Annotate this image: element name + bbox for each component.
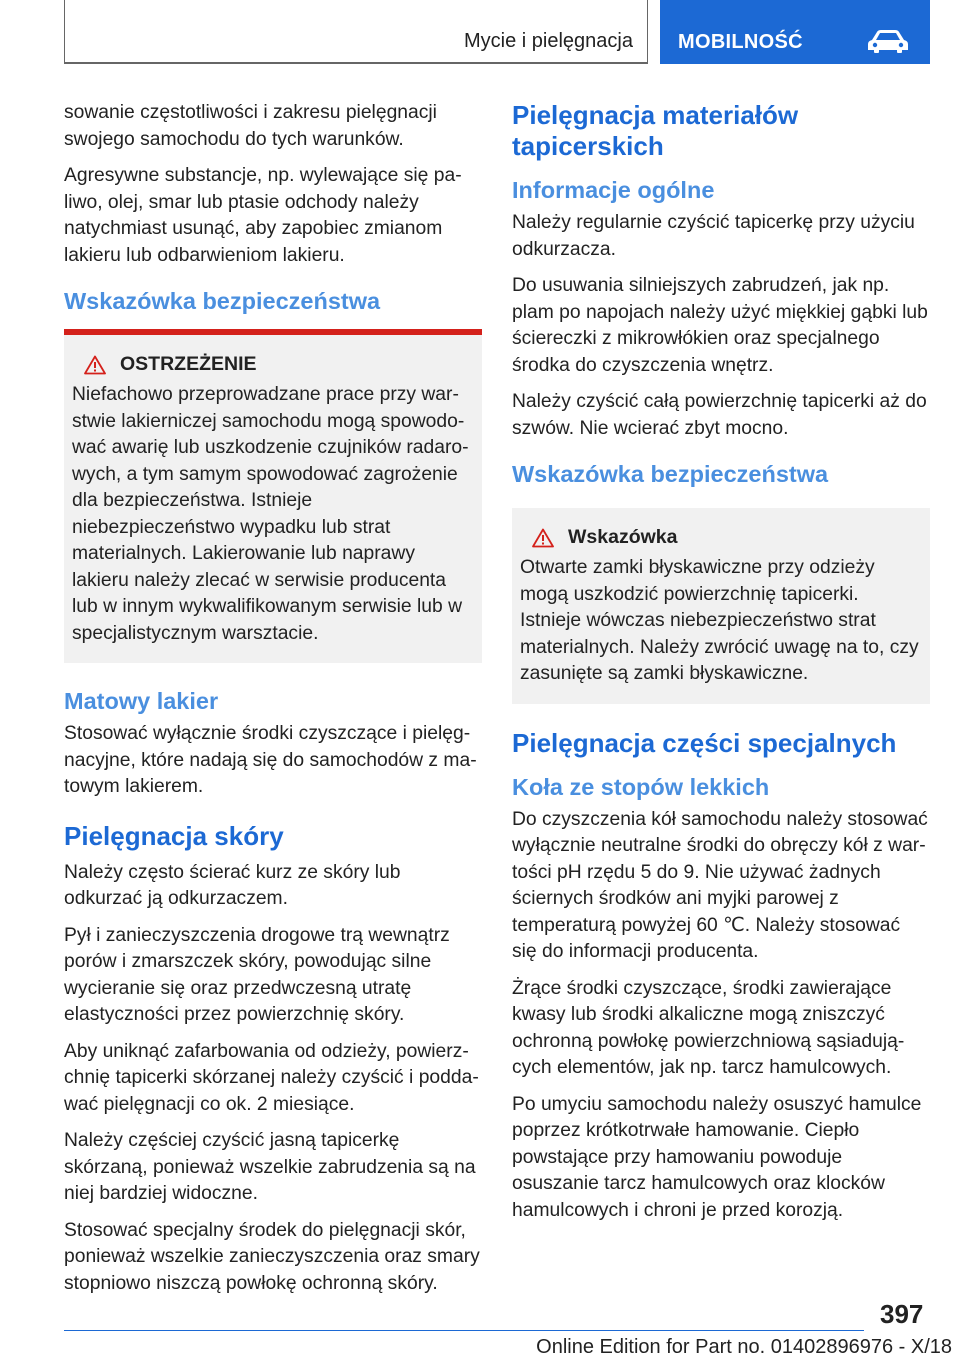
- paragraph: Do czyszczenia kół samochodu należy stosować wyłącznie neutralne środki do obręczy kół z wartości pH rzędu 5 do 9. Nie używać żadnych ściernych środków ani myjki parowej z temperaturą powyżej 60 ℃. Należy stosować się do informacji producenta.: [512, 808, 928, 962]
- car-icon: [866, 28, 910, 54]
- chapter-tab: [660, 0, 930, 64]
- footer-divider: [64, 1330, 864, 1331]
- general-heading: Informacje ogólne: [512, 177, 715, 203]
- chapter-title: MOBILNOŚĆ: [678, 31, 803, 53]
- paragraph: Żrące środki czyszczące, środki zawierające kwasy lub środki alkaliczne mogą zniszczyć ochronną powłokę powierzchniową sąsiadujących elementów, jak np. tarcz hamulcowych.: [512, 977, 905, 1078]
- warning-title-row: [72, 353, 474, 376]
- paragraph: Należy częściej czyścić jasną tapicerkę skórzaną, ponieważ wszelkie zabrudzenia są na niej bardziej widoczne.: [64, 1130, 476, 1204]
- paragraph: Stosować wyłącznie środki czyszczące i pielęgnacyjne, które nadają się do samochodów z matowym lakierem.: [64, 723, 477, 797]
- notice-text: Otwarte zamki błyskawiczne przy odzieży mogą uszkodzić powierzchnię tapicerki. Istnieje wówczas niebezpieczeństwo strat materialnych. Należy zwrócić uwagę na to, czy zasunięte są zamki błyskawiczne.: [520, 557, 919, 684]
- footer-text: Online Edition for Part no. 01402896976 - X/18: [536, 1336, 952, 1358]
- warning-box: [64, 329, 482, 663]
- safety-heading: Wskazówka bezpieczeństwa: [512, 461, 829, 487]
- warning-title: OSTRZEŻENIE: [120, 353, 257, 375]
- warning-triangle-icon: [532, 528, 554, 548]
- paragraph: sowanie częstotliwości i zakresu pielęgnacji swojego samochodu do tych warunków.: [64, 102, 437, 150]
- right-column: [512, 100, 930, 1234]
- page-number: 397: [880, 1299, 924, 1329]
- paragraph: Pył i zanieczyszczenia drogowe trą wewnątrz porów i zmarszczek skóry, powodując silne wycieranie się oraz przedwczesną utratę elastyczności przez powierzchnię skóry.: [64, 924, 450, 1025]
- leather-heading: Pielęgnacja skóry: [64, 820, 284, 851]
- special-parts-heading: Pielęgnacja części specjalnych: [512, 727, 897, 758]
- paragraph: Należy regularnie czyścić tapicerkę przy użyciu odkurzacza.: [512, 212, 915, 260]
- paragraph: Należy czyścić całą powierzchnię tapicerki aż do szwów. Nie wcierać zbyt mocno.: [512, 391, 927, 439]
- paragraph: Do usuwania silniejszych zabrudzeń, jak np. plam po napojach należy użyć miękkiej gąbki lub ściereczki z mikrowłókien oraz specjalnego środka do czyszczenia wnętrz.: [512, 275, 928, 376]
- paragraph: Agresywne substancje, np. wylewające się paliwo, olej, smar lub ptasie odchody należy natychmiast usunąć, aby zapobiec zmianom lakieru lub odbarwieniom lakieru.: [64, 165, 462, 266]
- page-header: [64, 0, 930, 66]
- section-tab: [64, 0, 648, 64]
- paragraph: Aby uniknąć zafarbowania od odzieży, powierzchnię tapicerki skórzanej należy czyścić i poddawać pielęgnacji co ok. 2 miesiące.: [64, 1040, 479, 1115]
- section-title: Mycie i pielęgnacja: [464, 30, 633, 52]
- left-column: [64, 100, 482, 1307]
- wheels-heading: Koła ze stopów lekkich: [512, 773, 770, 800]
- warning-text: Niefachowo przeprowadzane prace przy warstwie lakierniczej samochodu mogą spowodować awarię lub uszkodzenie czujników radarowych, a tym samym spowodować zagrożenie dla bezpieczeństwa. Istnieje niebezpieczeństwo wypadku lub strat materialnych. Lakierowanie lub naprawy lakieru należy zlecać w serwisie producenta lub w innym wykwalifikowanym serwisie lub w specjalistycznym warsztacie.: [72, 384, 469, 644]
- matte-heading: Matowy lakier: [64, 688, 219, 714]
- notice-title: Wskazówka: [568, 526, 678, 548]
- paragraph: Po umyciu samochodu należy osuszyć hamulce poprzez krótkotrwałe hamowanie. Ciepło powstające przy hamowaniu powoduje osuszanie tarcz hamulcowych oraz klocków hamulcowych i chroni je przed korozją.: [512, 1093, 922, 1221]
- paragraph: Stosować specjalny środek do pielęgnacji skór, ponieważ wszelkie zanieczyszczenia oraz smary stopniowo niszczą powłokę ochronną skóry.: [64, 1219, 480, 1294]
- paragraph: Należy często ścierać kurz ze skóry lub odkurzać ją odkurzaczem.: [64, 861, 401, 909]
- warning-triangle-icon: [84, 355, 106, 375]
- upholstery-heading: Pielęgnacja materiałów tapicerskich: [512, 100, 799, 161]
- notice-title-row: [520, 526, 922, 549]
- notice-box: [512, 502, 930, 704]
- safety-heading: Wskazówka bezpieczeństwa: [64, 288, 381, 314]
